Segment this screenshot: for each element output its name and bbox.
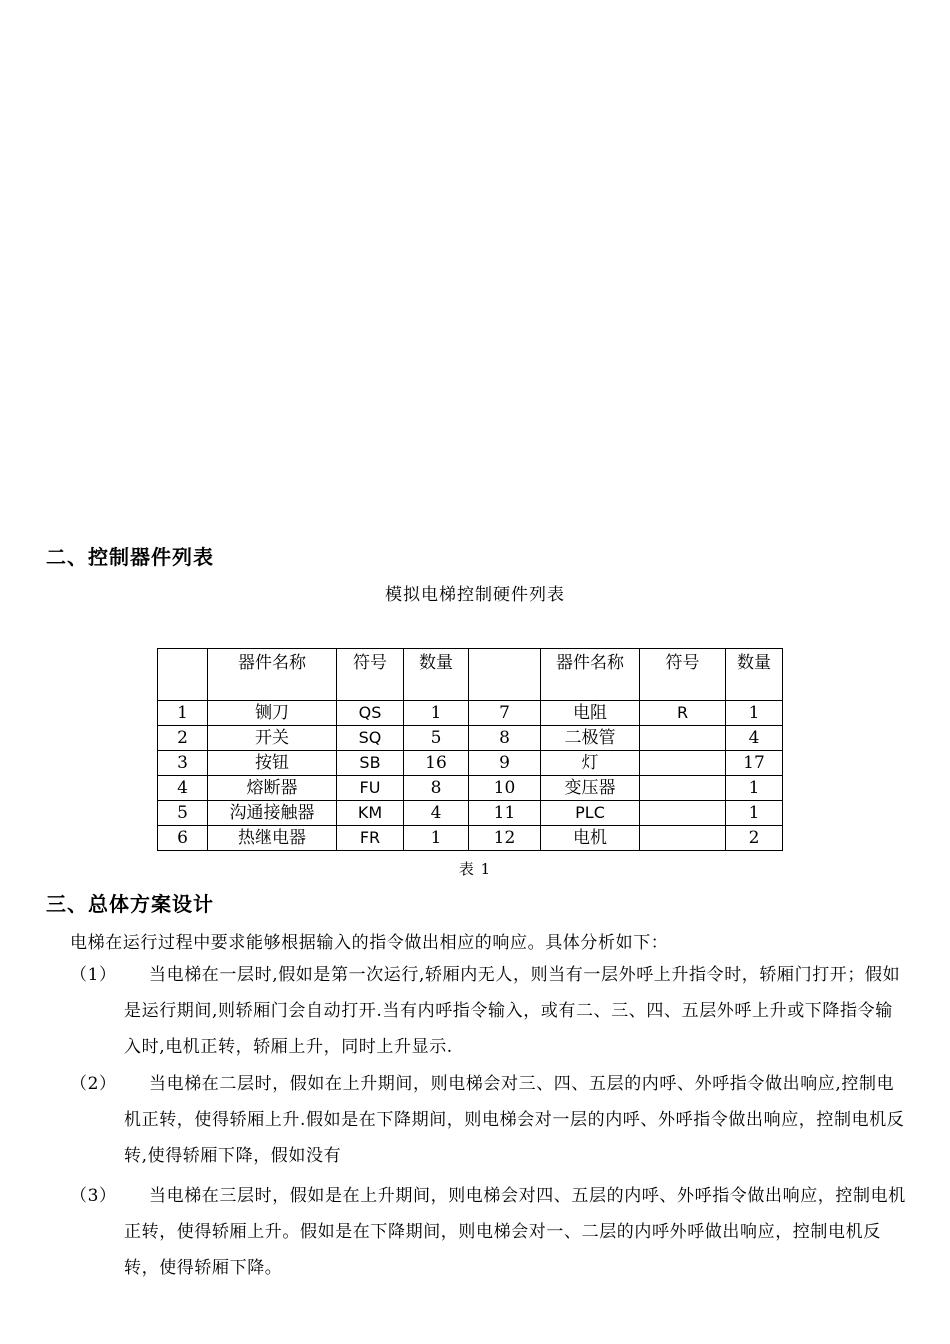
table-cell: 1 [726,801,783,826]
table-cell: 1 [726,701,783,726]
table-row [158,776,783,801]
table-cell: 铡刀 [208,701,337,726]
table-cell: 1 [158,701,208,726]
table-cell: 12 [469,826,541,851]
table-cell: 10 [469,776,541,801]
table-cell: 5 [404,726,469,751]
table-caption: 表 1 [458,860,492,878]
table-cell: KM [337,801,404,826]
table-cell: 二极管 [541,726,640,751]
table-cell: 灯 [541,751,640,776]
parts-table [157,648,783,851]
list-item-label: （1） [70,965,117,985]
table-row [158,701,783,726]
table-cell: 8 [404,776,469,801]
header-cell: 符号 [337,649,404,701]
table-cell: SQ [337,726,404,751]
table-cell: 1 [404,701,469,726]
table-cell [640,726,726,751]
table-header-row [158,649,783,701]
table-row [158,751,783,776]
list-item-text: 当电梯在二层时，假如在上升期间，则电梯会对三、四、五层的内呼、外呼指令做出响应,控制电机正转，使得轿厢上升.假如是在下降期间，则电梯会对一层的内呼、外呼指令做出响应，控制电机反转,使得轿厢下降，假如没有 [124,1074,905,1166]
table-cell: 7 [469,701,541,726]
table-cell: 电阻 [541,701,640,726]
table-cell: 5 [158,801,208,826]
section-heading-controls: 二、控制器件列表 [46,545,214,569]
header-cell: 数量 [404,649,469,701]
table-cell: 3 [158,751,208,776]
table-cell: 4 [726,726,783,751]
intro-paragraph: 电梯在运行过程中要求能够根据输入的指令做出相应的响应。具体分析如下： [70,933,669,953]
section-heading-design: 三、总体方案设计 [46,892,214,916]
header-cell [469,649,541,701]
table-cell: 9 [469,751,541,776]
table-cell: 4 [158,776,208,801]
table-cell: 2 [158,726,208,751]
table-row [158,801,783,826]
list-item-text: 当电梯在三层时，假如是在上升期间，则电梯会对四、五层的内呼、外呼指令做出响应，控制电机正转，使得轿厢上升。假如是在下降期间，则电梯会对一、二层的内呼外呼做出响应，控制电机反转，使得轿厢下降。 [124,1186,906,1278]
table-cell: SB [337,751,404,776]
table-cell: QS [337,701,404,726]
header-cell [158,649,208,701]
table-cell: 16 [404,751,469,776]
table-cell [640,776,726,801]
list-item-label: （2） [70,1074,117,1094]
table-cell: FR [337,826,404,851]
table-cell: 热继电器 [208,826,337,851]
table-row [158,826,783,851]
table-cell: 1 [404,826,469,851]
list-item [70,1178,906,1286]
table-title: 模拟电梯控制硬件列表 [385,585,565,605]
header-cell: 符号 [640,649,726,701]
table-cell: 按钮 [208,751,337,776]
table-row [158,726,783,751]
table-cell: 变压器 [541,776,640,801]
table-cell: 8 [469,726,541,751]
table-cell [640,751,726,776]
list-item [70,957,906,1065]
table-cell [640,801,726,826]
table-cell: 沟通接触器 [208,801,337,826]
table-cell: 4 [404,801,469,826]
table-cell: 熔断器 [208,776,337,801]
table-cell: R [640,701,726,726]
table-cell: 1 [726,776,783,801]
header-cell: 器件名称 [541,649,640,701]
table-cell: 电机 [541,826,640,851]
table-cell: 开关 [208,726,337,751]
table-cell: 11 [469,801,541,826]
table-cell: 6 [158,826,208,851]
table-cell: 17 [726,751,783,776]
header-cell: 器件名称 [208,649,337,701]
table-cell: PLC [541,801,640,826]
table-cell: 2 [726,826,783,851]
header-cell: 数量 [726,649,783,701]
table-cell: FU [337,776,404,801]
table-cell [640,826,726,851]
list-item [70,1066,906,1174]
list-item-text: 当电梯在一层时,假如是第一次运行,轿厢内无人，则当有一层外呼上升指令时，轿厢门打开；假如是运行期间,则轿厢门会自动打开.当有内呼指令输入，或有二、三、四、五层外呼上升或下降指令输入时,电机正转，轿厢上升，同时上升显示. [124,965,901,1057]
list-item-label: （3） [70,1186,117,1206]
